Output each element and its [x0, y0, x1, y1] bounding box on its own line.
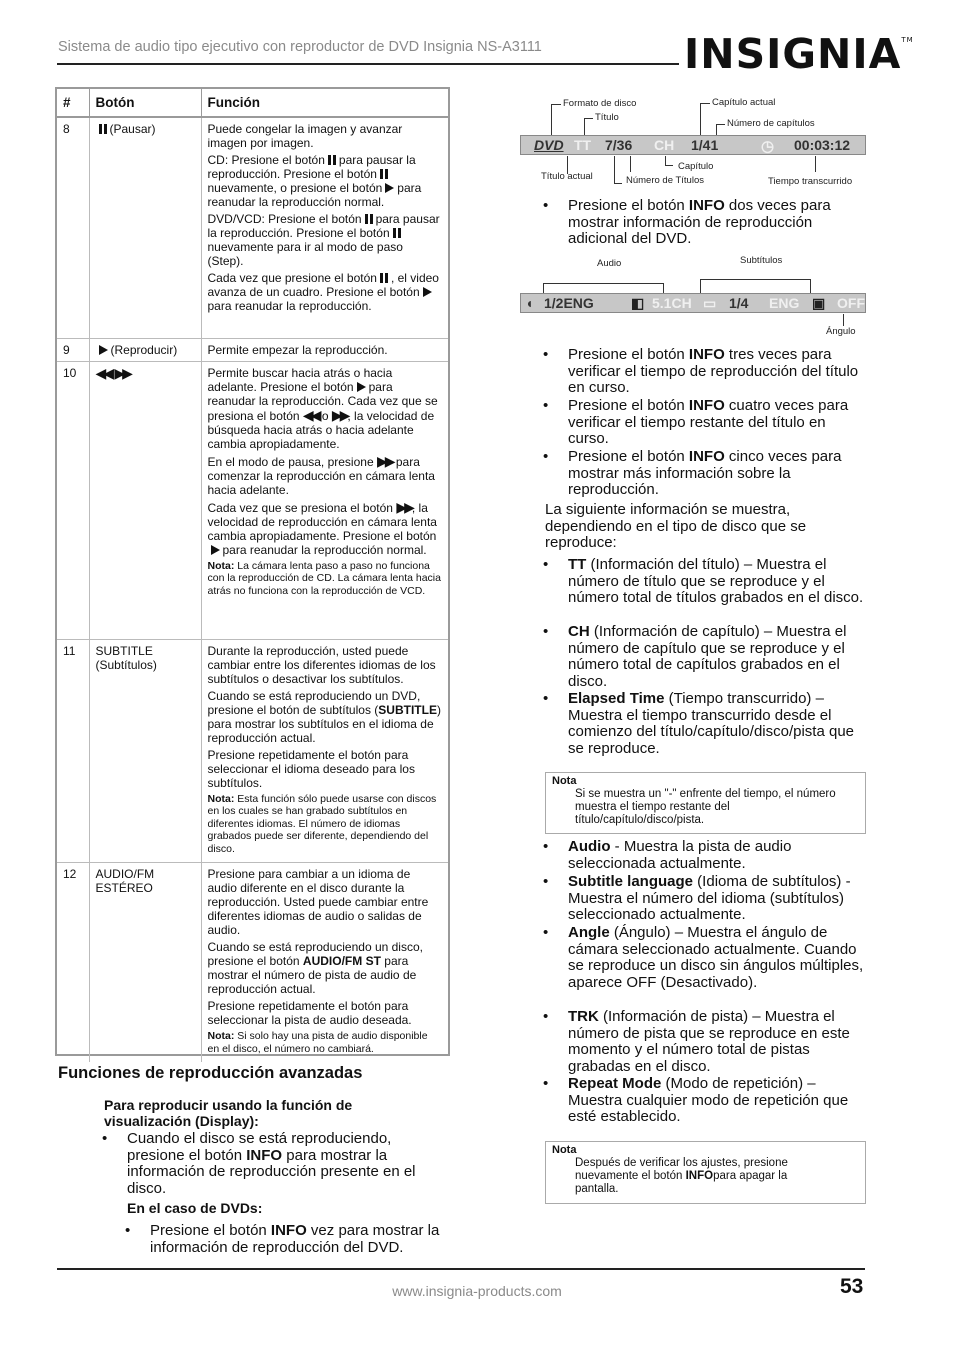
t: Presione el botón: [568, 197, 689, 214]
list-item: [568, 1076, 868, 1126]
osd-dvd: DVD: [534, 137, 564, 153]
row-num: 12: [57, 863, 89, 1063]
t: (Información del título) – Muestra el número de título que se reproduce y el número total de títulos grabados en el disco.: [568, 556, 864, 606]
t: para reanudar la reproducción. Cada vez que se presiona el botón: [207, 379, 438, 423]
paragraph: La siguiente información se muestra, dependiendo en el tipo de disco que se reproduce:: [545, 501, 807, 551]
t: (Tiempo transcurrido) – Muestra el tiempo transcurrido desde el comienzo del título/capítulo/disco/pista que se reproduce.: [568, 690, 855, 757]
pause-icon: [380, 273, 388, 283]
subtitle-icon: ▭: [703, 295, 717, 311]
play-icon: [357, 382, 366, 392]
function-text: [208, 454, 443, 497]
t: para pausar la reproducción. Presione el botón: [207, 153, 416, 181]
row-num: 10: [57, 361, 89, 639]
t: tres veces para verificar el tiempo de reproducción del título en curso.: [568, 346, 859, 396]
fast-forward-icon: ▶▶: [376, 452, 393, 469]
t: Si solo hay una pista de audio disponible en el disco, el número no cambiará.: [207, 1030, 428, 1055]
t: INFO: [685, 1170, 714, 1182]
function-text: Presione para cambiar a un idioma de audio diferente en el disco durante la reproducción. Usted puede cambiar entre diferentes idiomas de audio o salidas de audio.: [207, 867, 429, 937]
play-icon: [99, 345, 108, 355]
list-item: [568, 1009, 868, 1075]
rewind-icon: ◀◀: [302, 406, 319, 423]
function-note: [208, 560, 443, 598]
t: - Muestra la pista de audio seleccionada actualmente.: [568, 838, 792, 872]
function-text: [208, 212, 443, 268]
t: o: [321, 408, 329, 423]
osd-title-value: 7/36: [605, 137, 633, 153]
label-angle: Ángulo: [826, 326, 856, 337]
t: , la velocidad de búsqueda hacia atrás o hacia adelante cambia apropiadamente.: [207, 408, 435, 451]
section-title: Funciones de reproducción avanzadas: [58, 1064, 363, 1082]
table-header-row: [57, 89, 448, 117]
row-function: [201, 639, 448, 863]
pause-icon: [328, 155, 336, 165]
t: para reanudar la reproducción normal.: [207, 181, 422, 209]
pause-icon: [380, 169, 388, 179]
t: INFO: [688, 397, 725, 414]
label-elapsed-time: Tiempo transcurrido: [768, 176, 853, 187]
list-item: [568, 449, 868, 499]
row-function: [201, 863, 448, 1063]
t: dos veces para mostrar información de reproducción adicional del DVD.: [568, 197, 831, 247]
subheading: Para reproducir usando la función de visualización (Display):: [104, 1097, 353, 1129]
t: Audio: [568, 838, 611, 855]
t: Cada vez que se presiona el botón: [207, 500, 393, 515]
t: SUBTITLE: [378, 702, 437, 717]
list-item: [568, 925, 868, 991]
audio-icon: ◖: [525, 295, 534, 311]
fast-forward-icon: ▶▶: [114, 364, 130, 381]
row-button: [89, 361, 201, 639]
label-chapter-count: Número de capítulos: [727, 118, 815, 129]
t: (Modo de repetición) – Muestra cualquier modo de repetición que esté establecido.: [568, 1075, 849, 1125]
list-item: [568, 398, 868, 448]
header-rule: [57, 63, 679, 65]
col-header-num: #: [57, 89, 89, 117]
osd-channels: 5.1CH: [652, 295, 692, 311]
t: Elapsed Time: [568, 690, 665, 707]
t: para reanudar la reproducción.: [207, 299, 372, 313]
osd-angle: OFF: [837, 295, 865, 311]
function-text: Presione repetidamente el botón para seleccionar la pista de audio deseada.: [207, 999, 412, 1027]
t: Presione el botón: [150, 1222, 271, 1239]
t: Cada vez que presione el botón: [207, 271, 377, 285]
note-label: Nota:: [207, 559, 235, 572]
play-icon: [385, 183, 394, 193]
button-label: (Pausar): [109, 122, 156, 136]
osd-chapter-value: 1/41: [691, 137, 719, 153]
fast-forward-icon: ▶▶: [396, 498, 412, 515]
t: , el video avanza de un cuadro. Presione el botón: [207, 271, 439, 299]
label-subtitles: Subtítulos: [740, 255, 783, 266]
t: CH: [568, 623, 590, 640]
note-title: Nota: [552, 775, 577, 787]
rewind-icon: ◀◀: [95, 364, 112, 381]
row-function: [201, 117, 448, 338]
function-text: [208, 500, 443, 557]
t: INFO: [688, 346, 725, 363]
row-button: SUBTITLE (Subtítulos): [89, 639, 201, 863]
t: Repeat Mode: [568, 1075, 662, 1092]
t: Cuando se está reproduciendo un DVD, presione el botón de subtítulos (: [207, 688, 421, 717]
t: TT: [568, 556, 587, 573]
button-label: (Reproducir): [110, 342, 178, 357]
t: (Ángulo) – Muestra el ángulo de cámara seleccionado actualmente. Cuando se reproduce un disco sin ángulos múltiples, aparece OFF (Desactivado).: [568, 924, 864, 991]
label-audio: Audio: [597, 258, 622, 269]
note-box: [545, 772, 866, 834]
row-button: [89, 338, 201, 361]
t: Subtitle language: [568, 873, 694, 890]
label-disc-format: Formato de disco: [563, 98, 637, 109]
list-item: [568, 624, 868, 690]
t: Presione el botón: [568, 397, 689, 414]
t: Presione el botón: [568, 346, 689, 363]
row-num: 9: [57, 338, 89, 361]
t: para apagar la pantalla.: [575, 1170, 788, 1195]
function-text: Puede congelar la imagen y avanzar imagen por imagen.: [207, 122, 403, 150]
t: Angle: [568, 924, 610, 941]
t: (Información de capítulo) – Muestra el número de capítulo que se reproduce y el número total de capítulos grabados en el disco.: [568, 623, 847, 690]
row-function: Permite empezar la reproducción.: [201, 338, 448, 361]
t: INFO: [270, 1222, 307, 1239]
list-item: [568, 839, 868, 872]
note-text: Si se muestra un "-" enfrente del tiempo, el número muestra el tiempo restante del título/capítulo/disco/pista.: [575, 788, 836, 826]
t: para reanudar la reproducción normal.: [222, 542, 427, 557]
note-title: Nota: [552, 1144, 577, 1156]
list-item: [568, 691, 868, 757]
list-item: [568, 347, 868, 397]
t: para pausar la reproducción. Presione el botón: [207, 212, 440, 240]
t: nuevamente para ir al modo de paso (Step).: [207, 240, 403, 268]
t: Después de verificar los ajustes, presione nuevamente el botón: [575, 1157, 788, 1182]
table-row: [57, 639, 448, 863]
osd-audio: 1/2ENG: [544, 295, 594, 311]
t: cinco veces para mostrar más información sobre la reproducción.: [568, 448, 842, 498]
function-text: [208, 271, 443, 313]
play-icon: [423, 287, 432, 297]
osd-bar-2: [520, 293, 866, 313]
col-header-function: Función: [201, 89, 448, 117]
pause-icon: [365, 214, 373, 224]
function-text: [208, 940, 443, 996]
row-button: [89, 117, 201, 338]
function-note: [208, 793, 443, 856]
dvd-heading: En el caso de DVDs:: [127, 1200, 263, 1216]
button-label: /: [111, 366, 115, 381]
button-function-table: [55, 87, 450, 1056]
t: (Idioma de subtítulos) - Muestra el número del idioma (subtítulos) seleccionado actualmente.: [568, 873, 851, 923]
logo-text: INSIGNIA: [684, 30, 902, 78]
pause-icon: [393, 228, 401, 238]
function-text: [208, 366, 443, 451]
t: (Información de pista) – Muestra el número de pista que se reproduce en este momento y el número total de pistas grabadas en el disco.: [568, 1008, 850, 1075]
t: Cuando el disco se está reproduciendo, presione el botón: [127, 1130, 392, 1164]
t: AUDIO/FM ST: [302, 954, 381, 968]
function-note: [208, 1030, 443, 1055]
page-number: 53: [840, 1275, 864, 1298]
list-item: [150, 1223, 450, 1256]
camera-icon: ▣: [812, 295, 826, 311]
row-num: 8: [57, 117, 89, 338]
label-chapter: Capítulo: [678, 161, 714, 172]
table-row: [57, 338, 448, 361]
t: vez para mostrar la información de reproducción del DVD.: [150, 1222, 440, 1256]
footer-url: www.insignia-products.com: [392, 1283, 562, 1299]
t: Presione el botón: [568, 448, 689, 465]
row-button: AUDIO/FM ESTÉREO: [89, 863, 201, 1063]
t: INFO: [688, 197, 725, 214]
osd-ch: CH: [654, 137, 675, 153]
osd-time: 00:03:12: [794, 137, 851, 153]
list-item: [568, 874, 868, 924]
function-text: [208, 689, 443, 745]
header-title: Sistema de audio tipo ejecutivo con reproductor de DVD Insignia NS-A3111: [58, 39, 542, 55]
t: DVD/VCD: Presione el botón: [207, 212, 362, 226]
t: nuevamente, o presione el botón: [207, 181, 383, 195]
t: Cuando se está reproduciendo un disco, presione el botón: [207, 940, 423, 968]
label-current-chapter: Capítulo actual: [712, 97, 776, 108]
function-text: Presione repetidamente el botón para seleccionar el idioma deseado para los subtítulos.: [207, 747, 415, 790]
list-item: [127, 1131, 447, 1197]
t: TRK: [568, 1008, 599, 1025]
osd-tt: TT: [574, 137, 592, 153]
table-row: [57, 117, 448, 338]
fast-forward-icon: ▶▶: [331, 406, 348, 423]
label-title: Título: [595, 112, 619, 123]
play-icon: [211, 545, 220, 555]
t: En el modo de pausa, presione: [207, 454, 374, 469]
list-item: [568, 557, 868, 607]
t: Esta función sólo puede usarse con discos en los cuales se han grabado subtítulos en diferentes idiomas. El número de idiomas grabados puede ser diferente, dependiendo del disco.: [207, 792, 437, 855]
label-current-title: Título actual: [541, 171, 593, 182]
t: ) para mostrar los subtítulos en el idioma de reproducción actual.: [207, 702, 441, 745]
t: CD: Presione el botón: [207, 153, 325, 167]
function-text: Durante la reproducción, usted puede cambiar entre los diferentes idiomas de los subtítulos o desactivar los subtítulos.: [207, 643, 436, 686]
osd-sub-lang: ENG: [769, 295, 800, 311]
pause-icon: [99, 124, 107, 134]
osd-diagram-2: [520, 253, 870, 341]
t: INFO: [688, 448, 725, 465]
row-function: [201, 361, 448, 639]
list-item: [568, 198, 868, 248]
t: Permite buscar hacia atrás o hacia adelante. Presione el botón: [207, 365, 393, 394]
table-row: [57, 361, 448, 639]
t: La cámara lenta paso a paso no funciona con la reproducción de CD. La cámara lenta hacia atrás no funciona con la reproducción de VCD.: [207, 559, 441, 597]
dolby-icon: ◧: [631, 295, 645, 311]
note-text: [575, 1157, 825, 1196]
clock-icon: ◷: [761, 138, 775, 155]
note-label: Nota:: [207, 792, 235, 805]
t: para mostrar la información de reproducción presente en el disco.: [127, 1146, 416, 1197]
footer-rule: [57, 1268, 865, 1270]
note-label: Nota:: [207, 1030, 235, 1042]
t: INFO: [246, 1146, 283, 1164]
row-num: 11: [57, 639, 89, 863]
osd-bar-1: [520, 135, 866, 155]
osd-diagram-1: [520, 95, 870, 195]
osd-subtitle: 1/4: [729, 295, 749, 311]
t: , la velocidad de reproducción en cámara lenta cambia apropiadamente. Presione el botón: [207, 500, 437, 543]
function-text: [208, 153, 443, 209]
note-box: [545, 1141, 866, 1204]
logo-tm: TM: [901, 36, 914, 44]
label-title-count: Número de Títulos: [626, 175, 704, 186]
t: para comenzar la reproducción en cámara lenta hacia adelante.: [207, 454, 435, 497]
t: para mostrar el número de pista de audio de reproducción actual.: [207, 954, 417, 996]
brand-logo: [684, 30, 914, 78]
t: cuatro veces para verificar el tiempo restante del título en curso.: [568, 397, 849, 447]
table-row: [57, 863, 448, 1063]
col-header-button: Botón: [89, 89, 201, 117]
